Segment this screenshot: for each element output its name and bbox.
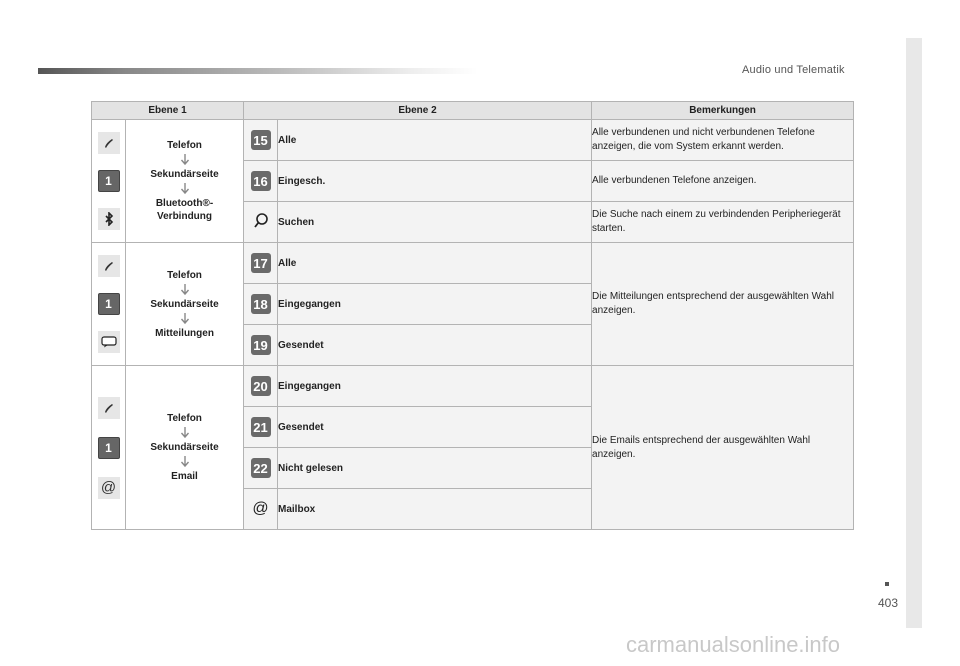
table-row [92, 366, 854, 407]
row-badge [244, 120, 278, 161]
arrow-down-icon [180, 154, 190, 166]
arrow-down-icon [180, 313, 190, 325]
header-gradient-bar [38, 68, 478, 74]
level1-sekundaerseite: Sekundärseite [150, 298, 219, 310]
row-badge [244, 243, 278, 284]
step-badge: 1 [98, 293, 120, 315]
number-badge: 17 [251, 253, 271, 273]
row-badge [244, 366, 278, 407]
number-badge: 19 [251, 335, 271, 355]
at-icon: @ [98, 477, 120, 499]
row-label: Alle [278, 120, 592, 161]
number-badge: 21 [251, 417, 271, 437]
group-icons [92, 243, 126, 366]
search-icon [253, 212, 269, 230]
header-ebene-2: Ebene 2 [244, 102, 592, 120]
row-badge [244, 407, 278, 448]
arrow-down-icon [180, 284, 190, 296]
table-row [92, 243, 854, 284]
row-label: Nicht gelesen [278, 448, 592, 489]
row-badge [244, 489, 278, 530]
group-remark: Die Mitteilungen entsprechend der ausgewählten Wahl anzeigen. [592, 243, 854, 366]
phone-icon [98, 132, 120, 154]
sms-icon [98, 331, 120, 353]
row-badge [244, 202, 278, 243]
page-marker [885, 582, 889, 586]
watermark: carmanualsonline.info [626, 632, 841, 657]
row-label: Eingegangen [278, 284, 592, 325]
menu-table [91, 101, 854, 530]
level1-telefon: Telefon [167, 413, 202, 424]
group-icons [92, 120, 126, 243]
arrow-down-icon [180, 183, 190, 195]
side-strip [906, 38, 922, 628]
row-label: Mailbox [278, 489, 592, 530]
header-bemerkungen: Bemerkungen [592, 102, 854, 120]
row-remark: Alle verbundenen und nicht verbundenen Telefone anzeigen, die vom System erkannt werden. [592, 120, 854, 161]
group-icons [92, 366, 126, 530]
at-icon: @ [252, 500, 269, 517]
row-label: Gesendet [278, 407, 592, 448]
level1-telefon: Telefon [167, 269, 202, 281]
level1-sekundaerseite: Sekundärseite [150, 442, 219, 453]
row-label: Eingegangen [278, 366, 592, 407]
row-badge [244, 325, 278, 366]
number-badge: 16 [251, 171, 271, 191]
level1-mitteilungen: Mitteilungen [155, 327, 214, 339]
row-label: Suchen [278, 202, 592, 243]
bluetooth-icon [98, 208, 120, 230]
step-badge: 1 [98, 437, 120, 459]
arrow-down-icon [180, 456, 190, 468]
row-label: Eingesch. [278, 161, 592, 202]
level1-sekundaerseite: Sekundärseite [150, 169, 219, 180]
row-badge [244, 161, 278, 202]
level1-bluetooth: Bluetooth®-Verbindung [155, 198, 214, 222]
row-remark: Die Suche nach einem zu verbindenden Peripheriegerät starten. [592, 202, 854, 243]
section-title: Audio und Telematik [742, 64, 845, 76]
phone-icon [98, 255, 120, 277]
phone-icon [98, 397, 120, 419]
group-level1 [126, 366, 244, 530]
row-label: Gesendet [278, 325, 592, 366]
group-level1 [126, 120, 244, 243]
number-badge: 22 [251, 458, 271, 478]
row-remark: Alle verbundenen Telefone anzeigen. [592, 161, 854, 202]
number-badge: 15 [251, 130, 271, 150]
arrow-down-icon [180, 427, 190, 439]
row-label: Alle [278, 243, 592, 284]
table-row [92, 120, 854, 161]
group-remark: Die Emails entsprechend der ausgewählten Wahl anzeigen. [592, 366, 854, 530]
table-header-row [92, 102, 854, 120]
level1-telefon: Telefon [167, 140, 202, 151]
row-badge [244, 448, 278, 489]
level1-email: Email [171, 471, 198, 482]
number-badge: 18 [251, 294, 271, 314]
number-badge: 20 [251, 376, 271, 396]
group-level1 [126, 243, 244, 366]
page-number: 403 [878, 596, 899, 610]
row-badge [244, 284, 278, 325]
header-ebene-1: Ebene 1 [92, 102, 244, 120]
step-badge: 1 [98, 170, 120, 192]
